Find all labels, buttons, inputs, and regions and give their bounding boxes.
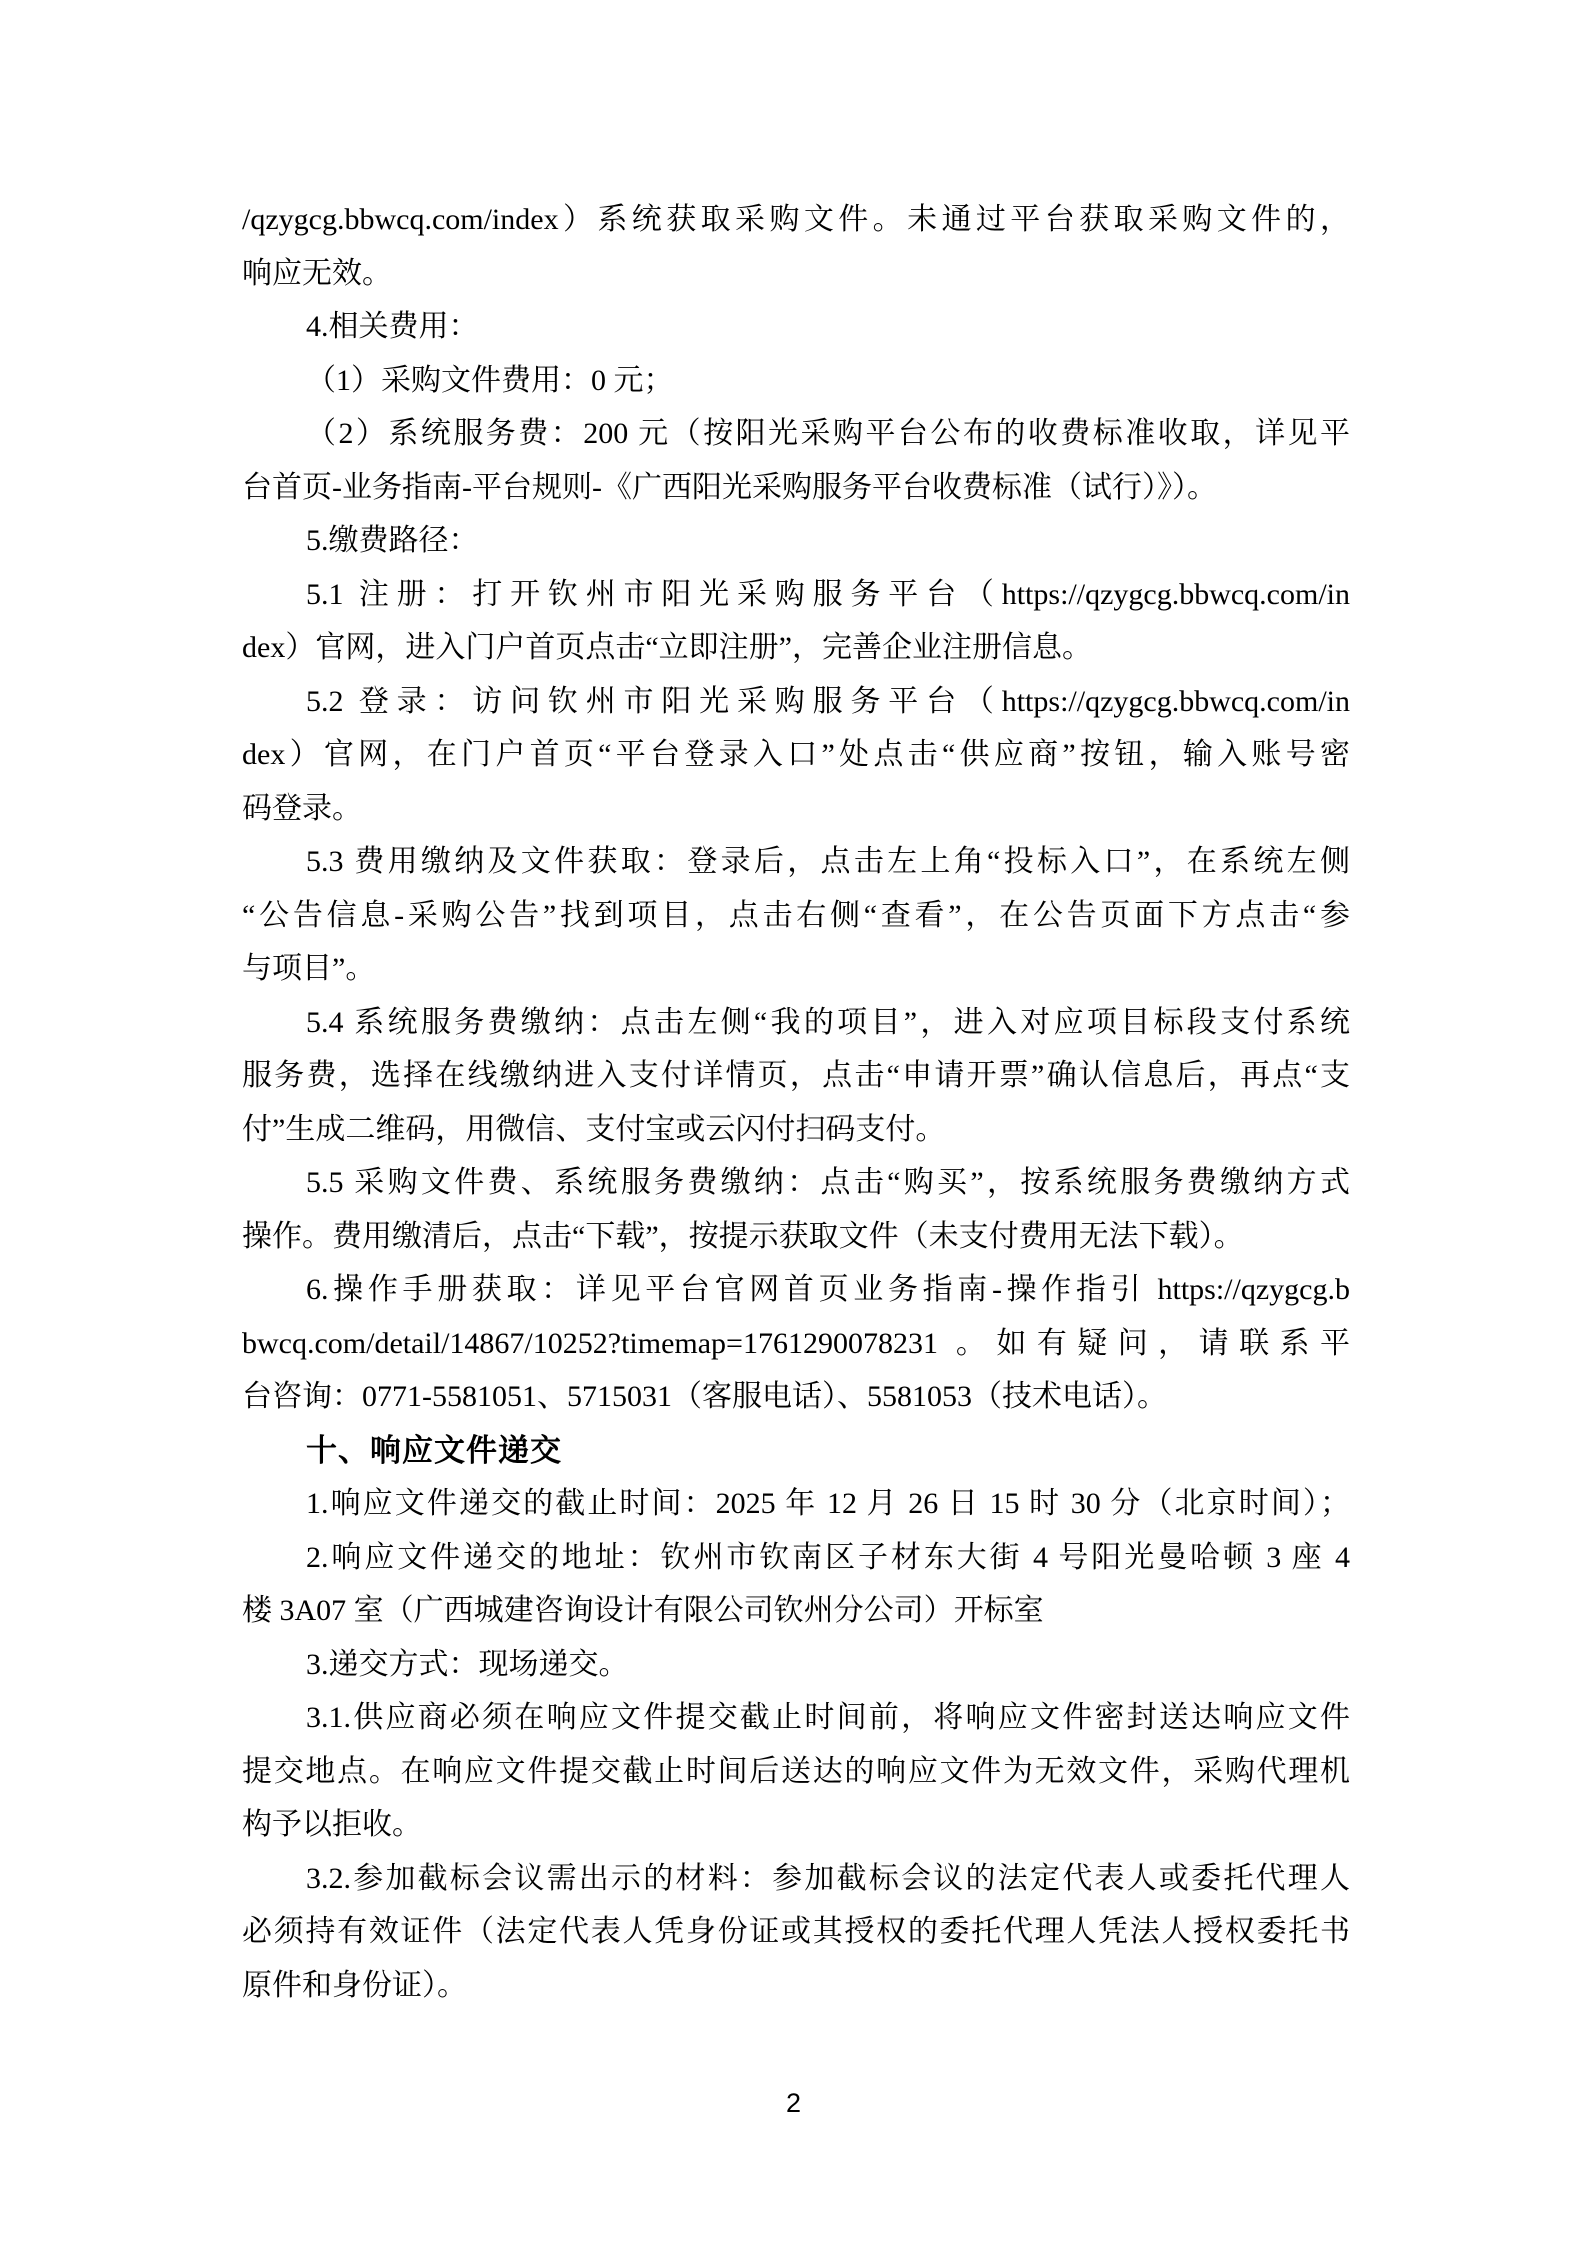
text-line: 提交地点。在响应文件提交截止时间后送达的响应文件为无效文件，采购代理机 — [242, 1754, 1350, 1788]
text-line: /qzygcg.bbwcq.com/index）系统获取采购文件。未通过平台获取采购文件的， — [242, 203, 1350, 236]
text-line: 台咨询：0771-5581051、5715031（客服电话）、5581053（技术电话）。 — [242, 1380, 1167, 1413]
text-line: 3.递交方式：现场递交。 — [306, 1647, 629, 1681]
text-line: 5.5 采购文件费、系统服务费缴纳：点击“购买”，按系统服务费缴纳方式 — [306, 1166, 1350, 1199]
text-line: 服务费，选择在线缴纳进入支付详情页，点击“申请开票”确认信息后，再点“支 — [242, 1059, 1350, 1092]
text-line: dex）官网，在门户首页“平台登录入口”处点击“供应商”按钮，输入账号密 — [242, 738, 1350, 771]
text-line: 楼 3A07 室（广西城建咨询设计有限公司钦州分公司）开标室 — [242, 1594, 1044, 1627]
text-line: dex）官网，进入门户首页点击“立即注册”，完善企业注册信息。 — [242, 631, 1092, 664]
text-line: 台首页-业务指南-平台规则-《广西阳光采购服务平台收费标准（试行）》）。 — [242, 470, 1217, 504]
text-line: 响应无效。 — [242, 256, 392, 290]
text-line: bwcq.com/detail/14867/10252?timemap=1761290078231 。如有疑问，请联系平 — [242, 1326, 1350, 1360]
text-line: 1.响应文件递交的截止时间：2025 年 12 月 26 日 15 时 30 分（北京时间）； — [306, 1487, 1350, 1520]
text-line: 5.1 注册：打开钦州市阳光采购服务平台（https://qzygcg.bbwcq.com/in — [306, 577, 1350, 611]
text-line: 5.4 系统服务费缴纳：点击左侧“我的项目”，进入对应项目标段支付系统 — [306, 1005, 1350, 1039]
text-line: 与项目”。 — [242, 952, 376, 985]
text-line: 2.响应文件递交的地址：钦州市钦南区子材东大街 4 号阳光曼哈顿 3 座 4 — [306, 1540, 1350, 1574]
text-line: 操作。费用缴清后，点击“下载”，按提示获取文件（未支付费用无法下载）。 — [242, 1219, 1244, 1253]
text-line: 4.相关费用： — [306, 310, 479, 343]
text-line: “公告信息-采购公告”找到项目，点击右侧“查看”，在公告页面下方点击“参 — [242, 898, 1350, 932]
text-line: 必须持有效证件（法定代表人凭身份证或其授权的委托代理人凭法人授权委托书 — [242, 1915, 1350, 1948]
page-number: 2 — [785, 2088, 802, 2118]
text-line: 5.2 登录：访问钦州市阳光采购服务平台（https://qzygcg.bbwcq.com/in — [306, 684, 1350, 718]
text-line: 码登录。 — [242, 791, 362, 825]
text-line: （2）系统服务费：200 元（按阳光采购平台公布的收费标准收取，详见平 — [306, 417, 1350, 450]
text-line: 3.1.供应商必须在响应文件提交截止时间前，将响应文件密封送达响应文件 — [306, 1701, 1350, 1734]
text-line: 5.缴费路径： — [306, 524, 479, 557]
text-line: （1）采购文件费用：0 元； — [306, 363, 674, 397]
text-line: 付”生成二维码，用微信、支付宝或云闪付扫码支付。 — [242, 1112, 946, 1146]
section-heading: 十、响应文件递交 — [306, 1432, 562, 1468]
text-line: 6.操作手册获取：详见平台官网首页业务指南-操作指引 https://qzygcg.b — [306, 1273, 1350, 1306]
text-line: 构予以拒收。 — [242, 1808, 422, 1841]
text-line: 3.2.参加截标会议需出示的材料：参加截标会议的法定代表人或委托代理人 — [306, 1861, 1350, 1895]
document-body — [242, 193, 1350, 2012]
text-line: 原件和身份证）。 — [242, 1968, 467, 2002]
text-line: 5.3 费用缴纳及文件获取：登录后，点击左上角“投标入口”，在系统左侧 — [306, 845, 1350, 878]
